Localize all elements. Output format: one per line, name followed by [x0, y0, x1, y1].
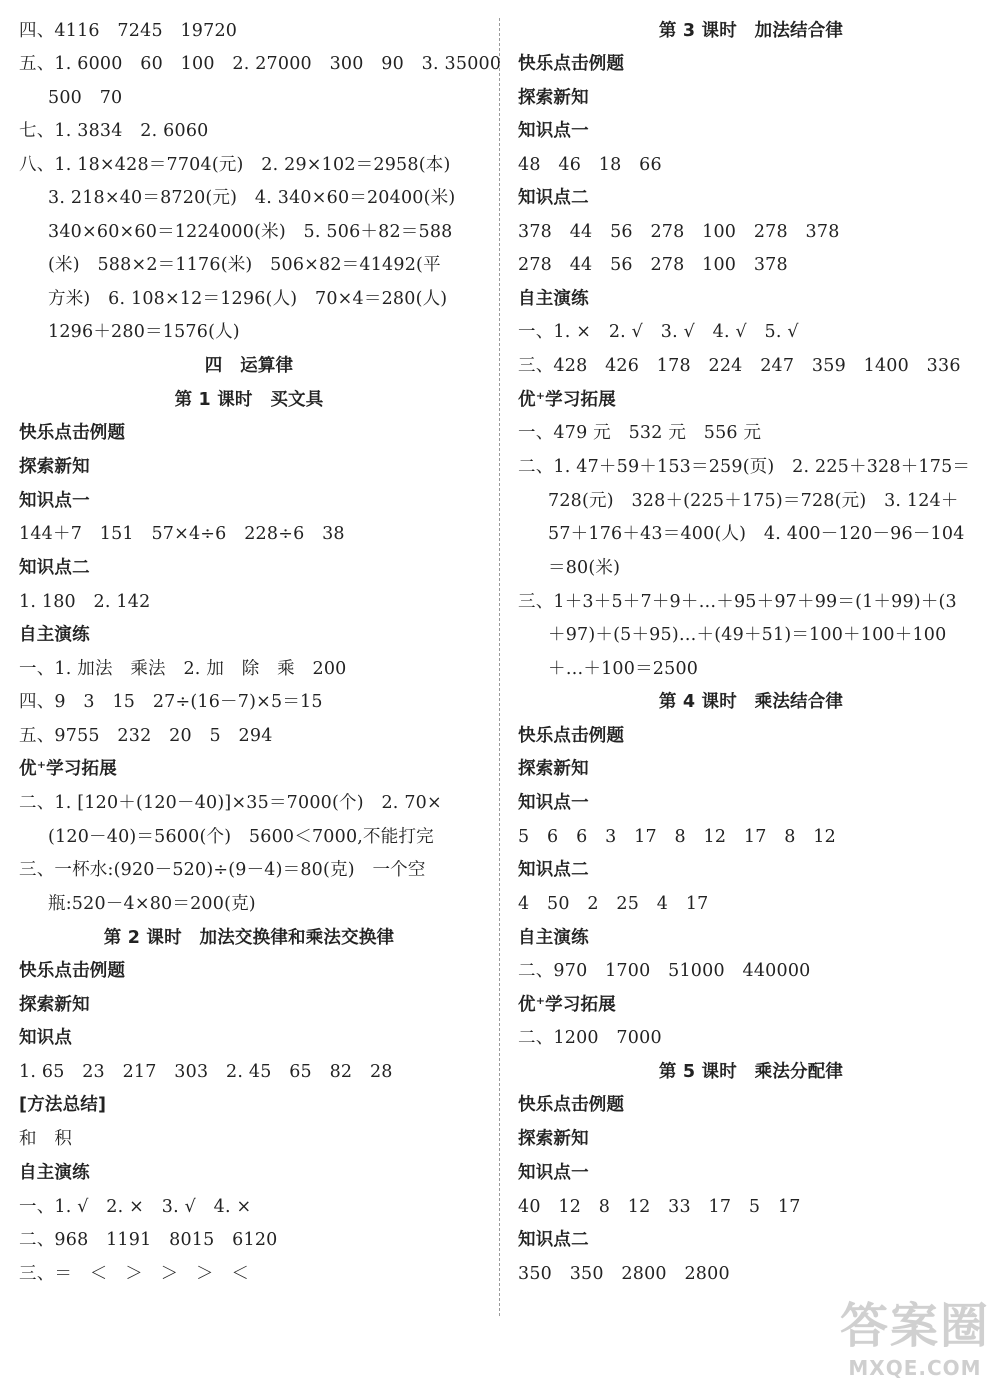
section-heading: 探索新知 [518, 1129, 589, 1149]
answer-line: 方米) 6. 108×12＝1296(人) 70×4＝280(人) [48, 289, 448, 309]
answer-line: 一、479 元 532 元 556 元 [518, 423, 762, 443]
section-heading: 知识点二 [19, 558, 90, 578]
answer-line: 七、1. 3834 2. 6060 [19, 121, 209, 141]
section-heading: 快乐点击例题 [518, 1095, 625, 1115]
answer-line: 144＋7 151 57×4÷6 228÷6 38 [19, 524, 345, 544]
watermark-logo [840, 1287, 990, 1380]
section-heading: 快乐点击例题 [518, 54, 625, 74]
answer-line: 1296＋280＝1576(人) [48, 322, 240, 342]
answer-line: 二、968 1191 8015 6120 [19, 1230, 278, 1250]
section-heading: 优⁺学习拓展 [518, 390, 616, 410]
section-title: 第 2 课时 加法交换律和乘法交换律 [103, 928, 395, 948]
answer-line: 48 46 18 66 [518, 155, 662, 175]
section-heading: 优⁺学习拓展 [19, 759, 117, 779]
section-heading: 探索新知 [19, 457, 90, 477]
answer-line: 三、＝ ＜ ＞ ＞ ＞ ＜ [19, 1264, 250, 1284]
answer-line: 五、1. 6000 60 100 2. 27000 300 90 3. 35000 [19, 54, 502, 74]
answer-line: 4 50 2 25 4 17 [518, 894, 709, 914]
section-title: 第 1 课时 买文具 [174, 390, 324, 410]
section-title: 第 5 课时 乘法分配律 [658, 1062, 844, 1082]
answer-line: 一、1. √ 2. × 3. √ 4. × [19, 1197, 252, 1217]
answer-line: (120－40)＝5600(个) 5600＜7000,不能打完 [48, 827, 434, 847]
answer-line: ＝80(米) [548, 558, 621, 578]
section-title: 第 4 课时 乘法结合律 [658, 692, 844, 712]
section-title: 四 运算律 [204, 356, 294, 376]
answer-line: 八、1. 18×428＝7704(元) 2. 29×102＝2958(本) [19, 155, 451, 175]
column-divider [499, 18, 500, 1316]
answer-line: 728(元) 328＋(225＋175)＝728(元) 3. 124＋ [548, 491, 959, 511]
answer-line: 四、4116 7245 19720 [19, 21, 238, 41]
section-heading: 快乐点击例题 [518, 726, 625, 746]
section-heading: 知识点 [19, 1028, 73, 1048]
watermark-text: 答案圈 [839, 1298, 990, 1354]
answer-line: ＋…＋100＝2500 [548, 659, 699, 679]
section-heading: 探索新知 [518, 88, 589, 108]
section-heading: 自主演练 [19, 1163, 90, 1183]
answer-line: 5 6 6 3 17 8 12 17 8 12 [518, 827, 836, 847]
watermark-url: MXQE.COM [848, 1356, 982, 1380]
section-heading: 快乐点击例题 [19, 961, 126, 981]
section-heading: 知识点二 [518, 1230, 589, 1250]
answer-line: 一、1. × 2. √ 3. √ 4. √ 5. √ [518, 322, 799, 342]
answer-line: 三、1＋3＋5＋7＋9＋…＋95＋97＋99＝(1＋99)＋(3 [518, 592, 957, 612]
answer-line: ＋97)＋(5＋95)…＋(49＋51)＝100＋100＋100 [548, 625, 947, 645]
section-title: 第 3 课时 加法结合律 [658, 21, 844, 41]
answer-line: 和 积 [19, 1129, 73, 1149]
answer-line: 278 44 56 278 100 378 [518, 255, 788, 275]
section-heading: 知识点二 [518, 860, 589, 880]
answer-line: 1. 180 2. 142 [19, 592, 151, 612]
section-heading: 优⁺学习拓展 [518, 995, 616, 1015]
answer-line: 三、一杯水:(920－520)÷(9－4)＝80(克) 一个空 [19, 860, 426, 880]
section-heading: [方法总结] [19, 1095, 107, 1115]
section-heading: 自主演练 [518, 289, 589, 309]
answer-line: 57＋176＋43＝400(人) 4. 400－120－96－104 [548, 524, 965, 544]
answer-line: 三、428 426 178 224 247 359 1400 336 [518, 356, 961, 376]
section-heading: 知识点一 [518, 793, 589, 813]
answer-line: 二、970 1700 51000 440000 [518, 961, 811, 981]
answer-line: 378 44 56 278 100 278 378 [518, 222, 840, 242]
section-heading: 知识点二 [518, 188, 589, 208]
section-heading: 自主演练 [518, 928, 589, 948]
section-heading: 知识点一 [518, 1163, 589, 1183]
section-heading: 知识点一 [518, 121, 589, 141]
answer-line: 3. 218×40＝8720(元) 4. 340×60＝20400(米) [48, 188, 456, 208]
answer-line: 瓶:520－4×80＝200(克) [48, 894, 256, 914]
answer-line: 四、9 3 15 27÷(16－7)×5＝15 [19, 692, 323, 712]
answer-line: 1. 65 23 217 303 2. 45 65 82 28 [19, 1062, 393, 1082]
answer-line: 二、1. [120＋(120－40)]×35＝7000(个) 2. 70× [19, 793, 442, 813]
answer-line: 二、1. 47＋59＋153＝259(页) 2. 225＋328＋175＝ [518, 457, 971, 477]
section-heading: 自主演练 [19, 625, 90, 645]
section-heading: 知识点一 [19, 491, 90, 511]
answer-line: 五、9755 232 20 5 294 [19, 726, 273, 746]
answer-line: 40 12 8 12 33 17 5 17 [518, 1197, 801, 1217]
answer-line: 二、1200 7000 [518, 1028, 662, 1048]
section-heading: 探索新知 [518, 759, 589, 779]
section-heading: 探索新知 [19, 995, 90, 1015]
answer-line: (米) 588×2＝1176(米) 506×82＝41492(平 [48, 255, 441, 275]
answer-line: 340×60×60＝1224000(米) 5. 506＋82＝588 [48, 222, 453, 242]
section-heading: 快乐点击例题 [19, 423, 126, 443]
answer-line: 500 70 [48, 88, 123, 108]
answer-line: 350 350 2800 2800 [518, 1264, 730, 1284]
answer-line: 一、1. 加法 乘法 2. 加 除 乘 200 [19, 659, 347, 679]
